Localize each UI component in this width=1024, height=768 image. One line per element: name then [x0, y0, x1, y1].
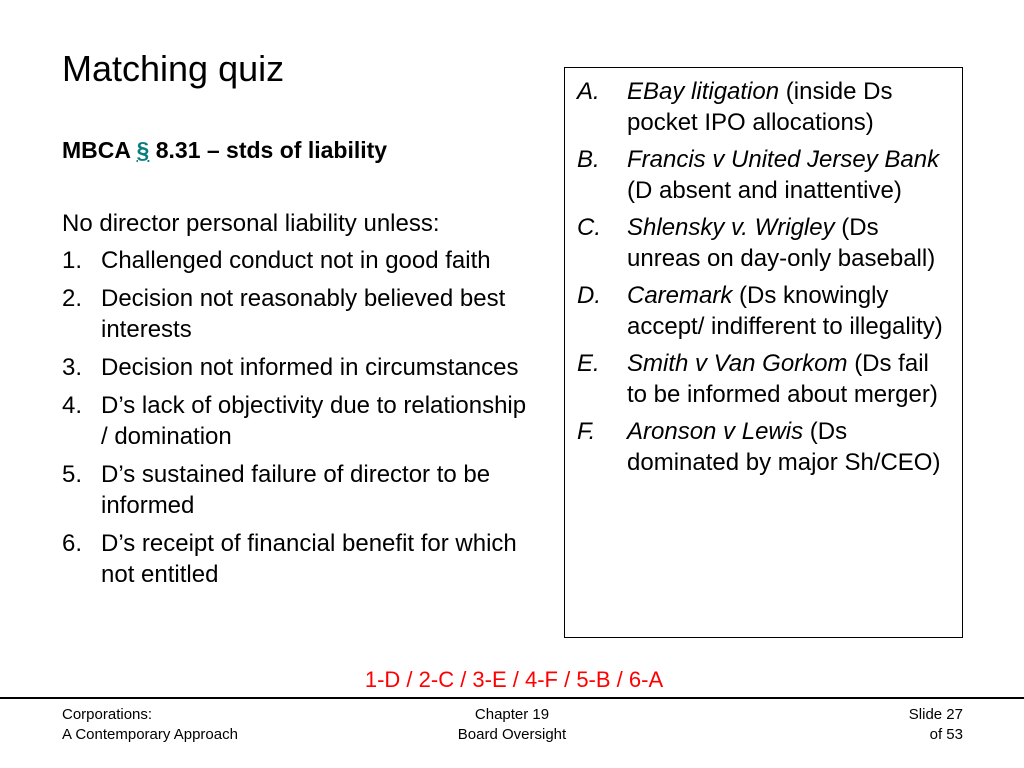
condition-number: 3. — [62, 354, 83, 381]
condition-text: D’s sustained failure of director to be informed — [101, 461, 491, 519]
condition-text: Decision not reasonably believed best interests — [101, 285, 506, 343]
case-letter: A. — [577, 78, 600, 105]
slide-title: Matching quiz — [62, 48, 285, 89]
condition-number: 2. — [62, 285, 83, 312]
condition-text: Decision not informed in circumstances — [101, 354, 519, 381]
case-name: Francis v United Jersey Bank — [627, 146, 940, 173]
case-letter: F. — [577, 418, 596, 445]
footer-book — [62, 705, 238, 745]
case-description: (D absent and inattentive) — [627, 177, 902, 204]
condition-text: Challenged conduct not in good faith — [101, 247, 491, 274]
condition-number: 1. — [62, 247, 83, 274]
subtitle-suffix: 8.31 – stds of liability — [149, 137, 388, 163]
case-description: (Ds dominated by major Sh/CEO) — [627, 418, 941, 476]
case-letter: D. — [577, 282, 601, 309]
section-symbol-link[interactable]: § — [136, 137, 150, 163]
condition-item — [62, 283, 532, 345]
footer-slide-number — [909, 705, 963, 745]
case-item — [577, 144, 952, 206]
case-name: Smith v Van Gorkom — [627, 350, 848, 377]
case-letter: B. — [577, 146, 600, 173]
slide-subtitle — [62, 134, 387, 166]
footer-slide-line2: of 53 — [929, 726, 963, 743]
condition-text: D’s receipt of financial benefit for which not entitled — [101, 530, 517, 588]
case-body — [627, 348, 952, 410]
condition-item — [62, 245, 532, 276]
condition-number: 5. — [62, 461, 83, 488]
footer-slide-line1: Slide 27 — [908, 706, 963, 723]
case-description: (Ds unreas on day-only baseball) — [627, 214, 936, 272]
condition-number: 4. — [62, 392, 83, 419]
case-item — [577, 280, 952, 342]
liability-conditions-list — [62, 245, 532, 597]
case-name: Caremark — [627, 282, 733, 309]
condition-number: 6. — [62, 530, 83, 557]
case-body — [627, 280, 952, 342]
case-letter: E. — [577, 350, 600, 377]
case-item — [577, 76, 952, 138]
footer-divider — [0, 697, 1024, 699]
case-body — [627, 416, 952, 478]
footer-book-line1: Corporations: — [62, 706, 153, 723]
case-item — [577, 348, 952, 410]
case-description: (Ds fail to be informed about merger) — [627, 350, 938, 408]
footer-chapter-line1: Chapter 19 — [474, 706, 550, 723]
footer-chapter-line2: Board Oversight — [457, 726, 567, 743]
footer-book-line2: A Contemporary Approach — [62, 726, 238, 743]
case-name: Shlensky v. Wrigley — [627, 214, 835, 241]
intro-text: No director personal liability unless: — [62, 210, 440, 237]
condition-item — [62, 352, 532, 383]
condition-item — [62, 528, 532, 590]
case-description: (inside Ds pocket IPO allocations) — [627, 78, 893, 136]
case-body — [627, 144, 952, 206]
condition-item — [62, 390, 532, 452]
case-item — [577, 416, 952, 478]
case-name: EBay litigation — [627, 78, 780, 105]
case-description: (Ds knowingly accept/ indifferent to illegality) — [627, 282, 943, 340]
condition-text: D’s lack of objectivity due to relationship / domination — [101, 392, 527, 450]
case-name: Aronson v Lewis — [627, 418, 804, 445]
cases-box — [564, 67, 963, 638]
subtitle-prefix: MBCA — [62, 137, 137, 163]
case-letter: C. — [577, 214, 601, 241]
case-item — [577, 212, 952, 274]
answer-key: 1-D / 2-C / 3-E / 4-F / 5-B / 6-A — [364, 667, 664, 692]
case-body — [627, 76, 952, 138]
case-body — [627, 212, 952, 274]
footer-chapter — [412, 705, 612, 745]
condition-item — [62, 459, 532, 521]
case-list — [577, 76, 952, 478]
